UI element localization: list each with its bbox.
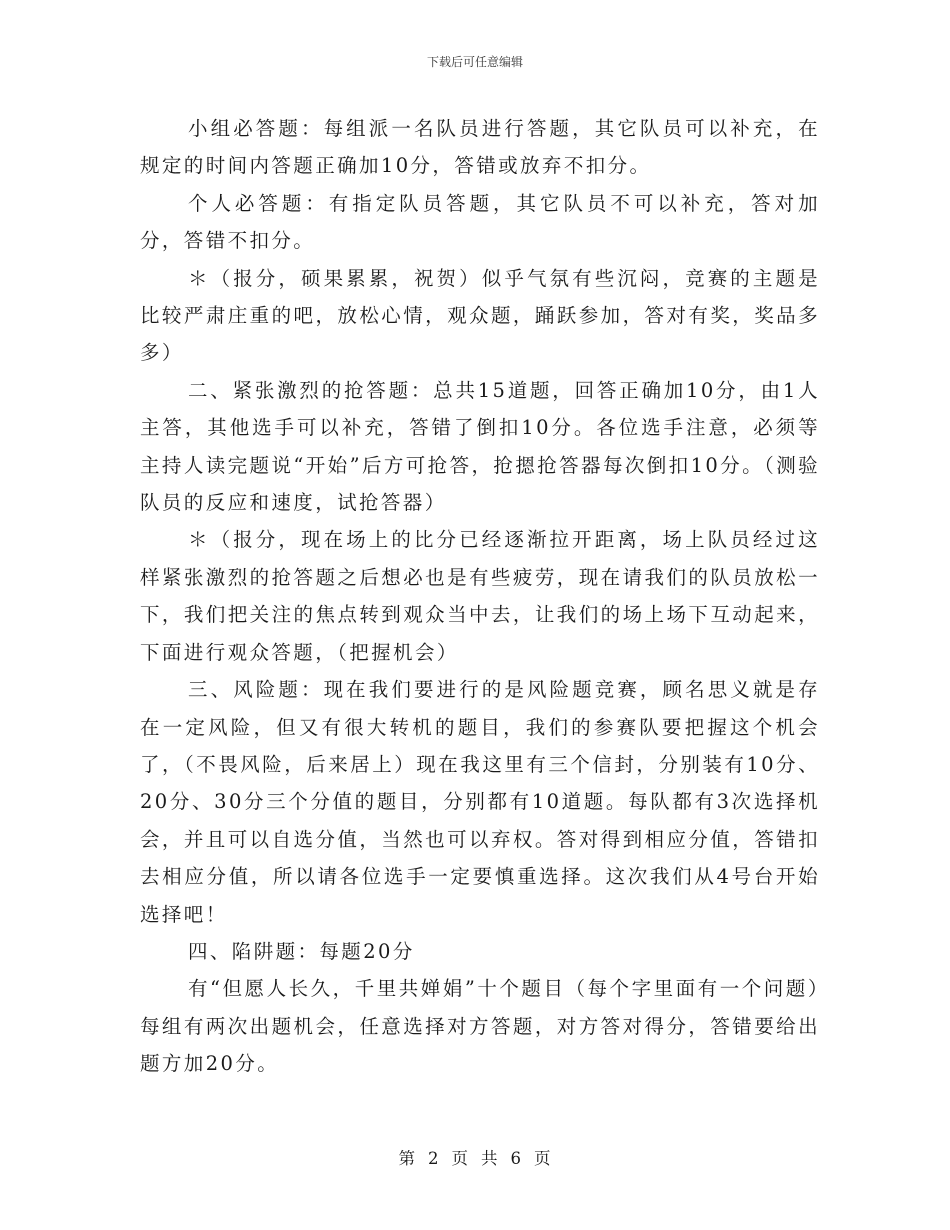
footer-label-page: 第 — [398, 1149, 416, 1168]
paragraph-group-required: 小组必答题：每组派一名队员进行答题，其它队员可以补充，在规定的时间内答题正确加10分，答错或放弃不扣分。 — [140, 117, 820, 178]
paragraph-risk-round: 三、风险题：现在我们要进行的是风险题竞赛，顾名思义就是存在一定风险，但又有很大转机的题目，我们的参赛队要把握这个机会了，（不畏风险，后来居上）现在我这里有三个信封，分别装有10分、20分、30分三个分值的题目，分别都有10道题。每队都有3次选择机会，并且可以自选分值，当然也可以弃权。答对得到相应分值，答错扣去相应分值，所以请各位选手一定要慎重选择。这次我们从4号台开始选择吧！ — [140, 678, 820, 926]
document-body — [140, 110, 820, 1083]
footer-label-total: 共 — [481, 1149, 499, 1168]
paragraph-individual-required: 个人必答题：有指定队员答题，其它队员不可以补充，答对加分，答错不扣分。 — [140, 191, 820, 253]
page-footer — [0, 1145, 950, 1169]
footer-total-pages: 6 — [510, 1149, 522, 1168]
paragraph-trap-round-detail: 有“但愿人长久，千里共婵娟”十个题目（每个字里面有一个问题）每组有两次出题机会，任意选择对方答题，对方答对得分，答错要给出题方加20分。 — [140, 977, 820, 1076]
paragraph-audience-break-1: ＊（报分，硕果累累，祝贺）似乎气氛有些沉闷，竞赛的主题是比较严肃庄重的吧，放松心情，观众题，踊跃参加，答对有奖，奖品多多） — [140, 266, 820, 365]
footer-current-page: 2 — [428, 1149, 440, 1168]
footer-label-total-unit: 页 — [534, 1149, 552, 1168]
paragraph-buzzer-round: 二、紧张激烈的抢答题：总共15道题，回答正确加10分，由1人主答，其他选手可以补充，答错了倒扣10分。各位选手注意，必须等主持人读完题说“开始”后方可抢答，抢摁抢答器每次倒扣10分。（测验队员的反应和速度，试抢答器） — [140, 378, 820, 515]
paragraph-trap-round-heading: 四、陷阱题：每题20分 — [188, 939, 415, 963]
paragraph-audience-break-2: ＊（报分，现在场上的比分已经逐渐拉开距离，场上队员经过这样紧张激烈的抢答题之后想必也是有些疲劳，现在请我们的队员放松一下，我们把关注的焦点转到观众当中去，让我们的场上场下互动起来，下面进行观众答题，（把握机会） — [140, 528, 820, 664]
page-header: 下载后可任意编辑 — [426, 55, 523, 69]
footer-label-page-unit: 页 — [451, 1149, 469, 1168]
